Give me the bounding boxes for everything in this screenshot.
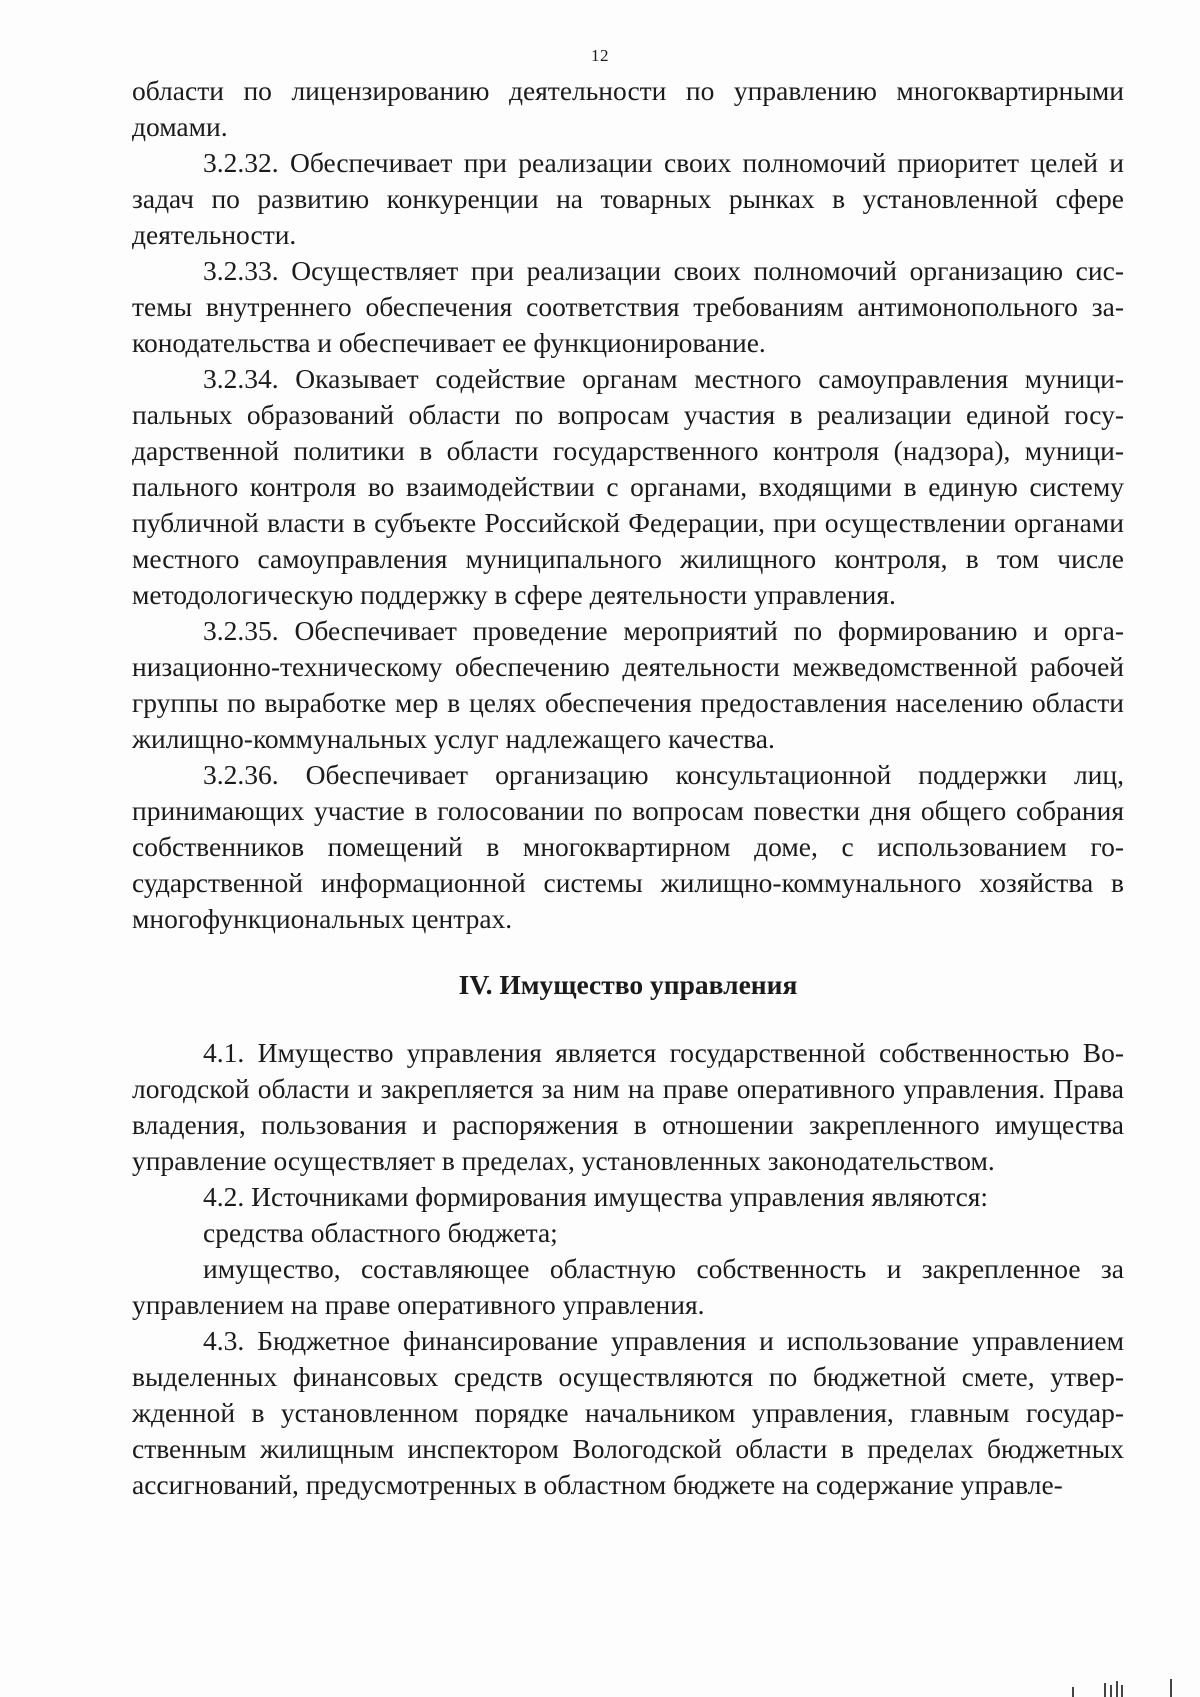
paragraph-3-2-33: 3.2.33. Осуществляет при реализации своих полномочий организацию системы внутреннего обеспечения соответствия требованиям антимонопольного законодательства и обеспечивает ее функционирование.	[132, 255, 1124, 358]
list-item-property: имущество, составляющее областную собственность и закрепленное за управлением на праве оперативного управления.	[132, 1253, 1124, 1320]
paragraph-3-2-36: 3.2.36. Обеспечивает организацию консультационной поддержки лиц, принимающих участие в голосовании по вопросам повестки дня общего собрания собственников помещений в многоквартирном доме, с использованием государственной информационной системы жилищно-коммунального хозяйства в многофункциональных центрах.	[132, 759, 1124, 934]
paragraph-4-1: 4.1. Имущество управления является государственной собственностью Вологодской области и закрепляется за ним на праве оперативного управления. Права владения, пользования и распоряжения в отношении закрепленного имущества управление осуществляет в пределах, установленных законодательством.	[132, 1037, 1124, 1176]
scan-edge-marks	[1060, 1677, 1180, 1697]
paragraph-continuation: области по лицензированию деятельности по управлению многоквартирными домами.	[132, 75, 1124, 142]
document-body	[132, 73, 1124, 1503]
section-heading: IV. Имущество управления	[458, 969, 798, 1000]
list-item-budget: средства областного бюджета;	[203, 1217, 558, 1248]
page-number: 12	[591, 46, 609, 65]
paragraph-3-2-34: 3.2.34. Оказывает содействие органам местного самоуправления муниципальных образований области по вопросам участия в реализации единой государственной политики в области государственного контроля (надзора), муниципального контроля во взаимодействии с органами, входящими в единую систему публичной власти в субъекте Российской Федерации, при осуществлении органами местного самоуправления муниципального жилищного контроля, в том числе методологическую поддержку в сфере деятельности управления.	[132, 363, 1124, 610]
paragraph-3-2-35: 3.2.35. Обеспечивает проведение мероприятий по формированию и организационно-техническому обеспечению деятельности межведомственной рабочей группы по выработке мер в целях обеспечения предоставления населению области жилищно-коммунальных услуг надлежащего качества.	[132, 615, 1124, 754]
paragraph-4-3: 4.3. Бюджетное финансирование управления и использование управлением выделенных финансовых средств осуществляются по бюджетной смете, утвержденной в установленном порядке начальником управления, главным государственным жилищным инспектором Вологодской области в пределах бюджетных ассигнований, предусмотренных в областном бюджете на содержание управле-	[132, 1325, 1124, 1500]
paragraph-3-2-32: 3.2.32. Обеспечивает при реализации своих полномочий приоритет целей и задач по развитию конкуренции на товарных рынках в установленной сфере деятельности.	[132, 147, 1124, 250]
paragraph-4-2: 4.2. Источниками формирования имущества управления являются:	[203, 1181, 989, 1212]
